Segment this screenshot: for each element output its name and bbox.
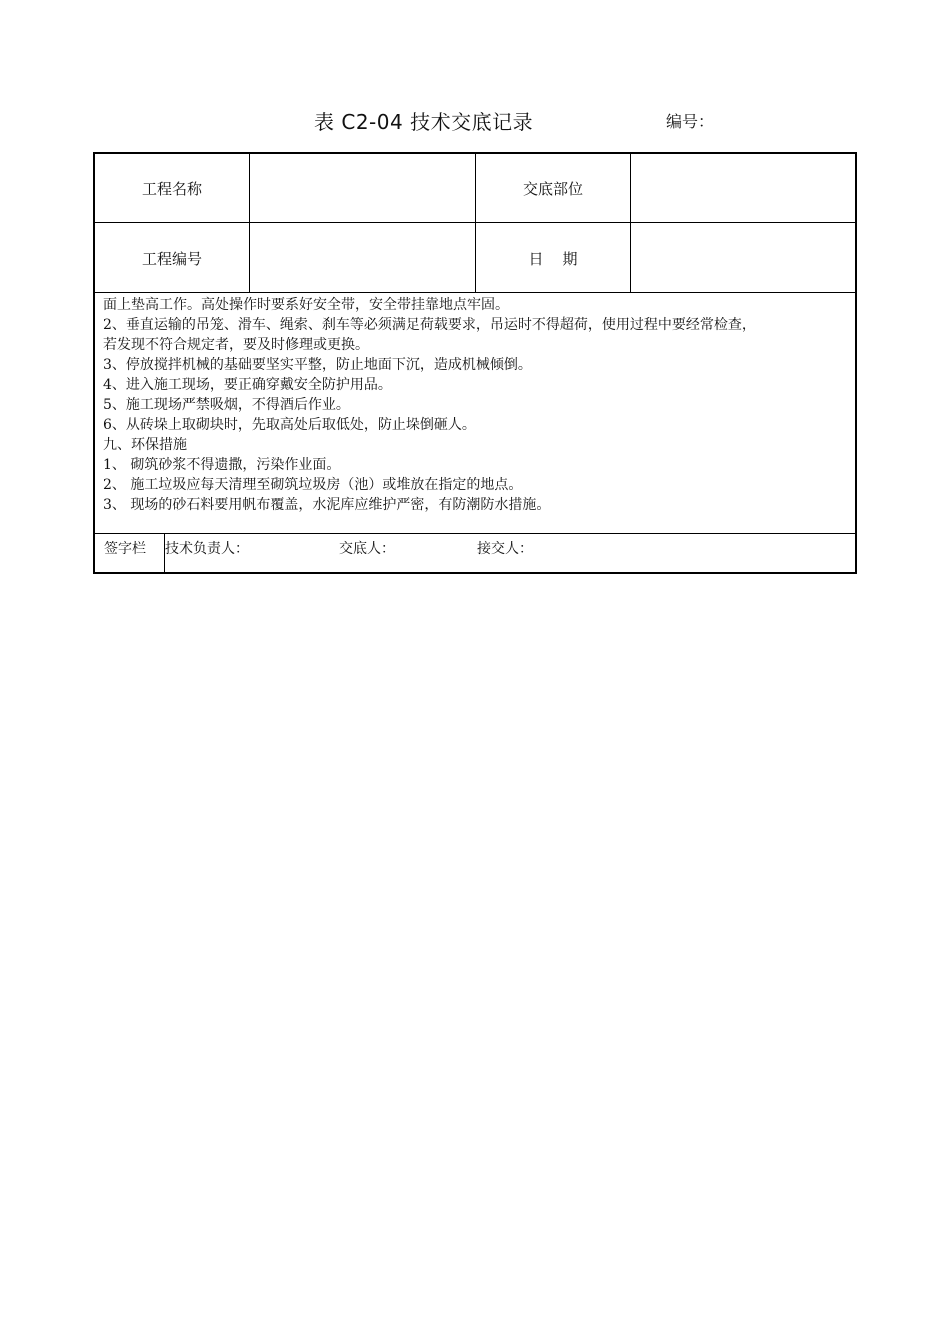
content-line: 3、停放搅拌机械的基础要坚实平整，防止地面下沉，造成机械倾倒。 <box>103 357 532 373</box>
receiver-signature: 接交人： <box>477 541 533 557</box>
signature-label: 签字栏 <box>104 541 146 557</box>
project-name-label: 工程名称 <box>141 180 202 198</box>
content-line: 4、进入施工现场，要正确穿戴安全防护用品。 <box>103 377 392 393</box>
content-line: 1、 砌筑砂浆不得遗撒，污染作业面。 <box>103 457 341 473</box>
disclosure-content <box>103 295 855 515</box>
content-line: 若发现不符合规定者，要及时修理或更换。 <box>103 337 369 353</box>
document-number-label: 编号： <box>666 112 715 131</box>
content-line: 2、垂直运输的吊笼、滑车、绳索、刹车等必须满足荷载要求，吊运时不得超荷，使用过程中要经常检查， <box>103 317 756 333</box>
content-line: 3、 现场的砂石料要用帆布覆盖，水泥库应维护严密，有防潮防水措施。 <box>103 497 551 513</box>
document-header <box>0 106 950 134</box>
discloser-signature: 交底人： <box>339 541 395 557</box>
tech-lead-signature: 技术负责人： <box>165 541 249 557</box>
content-line: 九、环保措施 <box>103 437 187 453</box>
column-divider <box>475 154 476 292</box>
content-line: 面上垫高工作。高处操作时要系好安全带，安全带挂靠地点牢固。 <box>103 297 509 313</box>
disclosure-part-label: 交底部位 <box>522 180 583 198</box>
document-title: 表 C2-04 技术交底记录 <box>314 110 534 134</box>
content-line: 6、从砖垛上取砌块时，先取高处后取低处，防止垛倒砸人。 <box>103 417 476 433</box>
content-line: 5、施工现场严禁吸烟，不得酒后作业。 <box>103 397 350 413</box>
row-divider <box>95 533 855 534</box>
disclosure-table <box>93 152 857 574</box>
content-line: 2、 施工垃圾应每天清理至砌筑垃圾房（池）或堆放在指定的地点。 <box>103 477 523 493</box>
date-label: 日 期 <box>528 250 578 268</box>
project-number-label: 工程编号 <box>141 250 202 268</box>
column-divider <box>630 154 631 292</box>
row-divider <box>95 292 855 293</box>
column-divider <box>249 154 250 292</box>
